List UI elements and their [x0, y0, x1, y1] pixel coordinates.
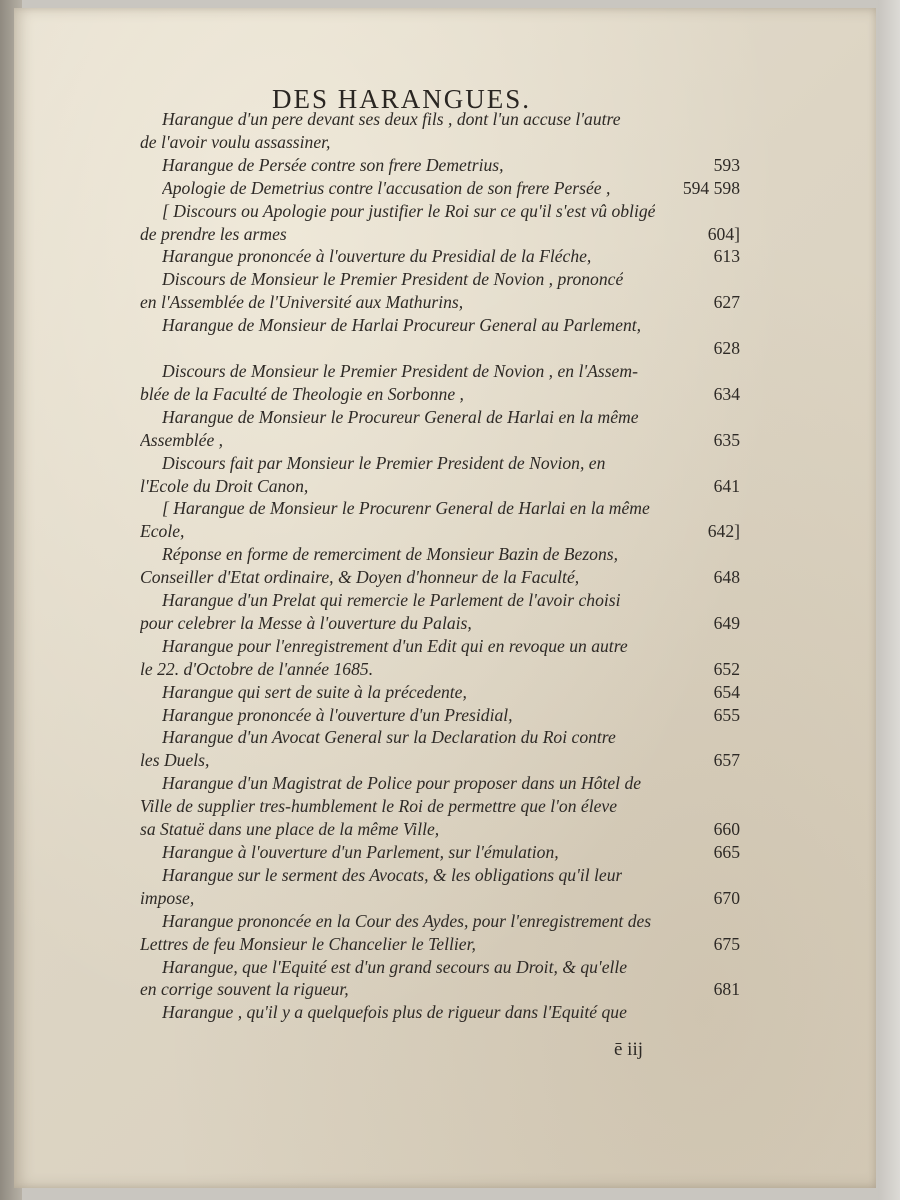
toc-entry-line: [140, 566, 740, 589]
toc-entry-line: [140, 108, 740, 131]
toc-entry-line: [140, 658, 740, 681]
toc-entry: [140, 108, 740, 154]
entry-title: Harangue de Monsieur de Harlai Procureur General au Parlement,: [162, 315, 642, 336]
entry-title: de prendre les armes: [140, 223, 287, 244]
entry-title: Harangue prononcée à l'ouverture du Presidial de la Fléche,: [162, 246, 592, 267]
entry-title: Conseiller d'Etat ordinaire, & Doyen d'honneur de la Faculté,: [140, 567, 580, 588]
entry-title: l'Ecole du Droit Canon,: [140, 475, 309, 496]
toc-entry: [140, 681, 740, 704]
toc-entry: [140, 589, 740, 635]
book-page: [14, 8, 876, 1188]
toc-entry-line: [140, 635, 740, 658]
toc-entry-line: [140, 131, 740, 154]
toc-entry: [140, 497, 740, 543]
toc-entry-line: [140, 589, 740, 612]
entry-title: Harangue, que l'Equité est d'un grand secours au Droit, & qu'elle: [162, 956, 628, 977]
entry-title: Harangue d'un pere devant ses deux fils , dont l'un accuse l'autre: [162, 109, 621, 129]
entry-title: Discours fait par Monsieur le Premier President de Novion, en: [162, 452, 606, 473]
toc-entry: [140, 360, 740, 406]
page-number: 649: [713, 612, 740, 633]
toc-entry-line: [140, 772, 740, 795]
toc-entry-line: [140, 154, 740, 177]
toc-entry-line: [140, 429, 740, 452]
toc-entry-line: [140, 475, 740, 498]
page-number: 665: [713, 842, 740, 862]
entry-title: Lettres de feu Monsieur le Chancelier le Tellier,: [140, 933, 476, 954]
entry-title: Apologie de Demetrius contre l'accusation de son frere Persée ,: [162, 177, 611, 198]
toc-entry-line: [140, 1001, 740, 1024]
entry-title: pour celebrer la Messe à l'ouverture du Palais,: [140, 612, 472, 633]
entry-title: Discours de Monsieur le Premier President de Novion , en l'Assem-: [162, 360, 638, 381]
toc-entry-line: [140, 383, 740, 406]
toc-entry-line: [140, 452, 740, 475]
page-number: 648: [713, 567, 740, 588]
entry-title: Harangue sur le serment des Avocats, & les obligations qu'il leur: [162, 864, 623, 885]
entry-title: Harangue , qu'il y a quelquefois plus de rigueur dans l'Equité que: [162, 1002, 627, 1023]
page-number: 670: [713, 887, 740, 908]
page-number: 654: [713, 681, 740, 702]
page-number: 641: [713, 475, 740, 496]
toc-entry-line: [140, 749, 740, 772]
toc-entry-line: [140, 681, 740, 704]
entry-title: Harangue d'un Prelat qui remercie le Parlement de l'avoir choisi: [162, 590, 621, 611]
toc-entry-line: [140, 291, 740, 314]
toc-entry: [140, 726, 740, 772]
toc-entry-line: [140, 314, 740, 337]
toc-entry-line: [140, 704, 740, 727]
toc-entry: [140, 154, 740, 177]
toc-entry: [140, 772, 740, 841]
page-number: 593: [713, 154, 740, 175]
entry-title: les Duels,: [140, 750, 210, 771]
toc-entry-line: [140, 268, 740, 291]
page-number: 594 598: [682, 177, 740, 198]
toc-entry-line: [140, 910, 740, 933]
entry-title: Discours de Monsieur le Premier President de Novion , prononcé: [162, 269, 624, 290]
entry-title: Harangue prononcée à l'ouverture d'un Presidial,: [162, 704, 513, 725]
toc-entry: [140, 704, 740, 727]
toc-entry-line: [140, 520, 740, 543]
page-number: 675: [713, 933, 740, 954]
toc-entry-line: [140, 978, 740, 1001]
toc-entry: [140, 956, 740, 1002]
page-number: 604]: [707, 223, 740, 244]
toc-entry-line: [140, 933, 740, 956]
entry-title: Harangue d'un Magistrat de Police pour proposer dans un Hôtel de: [162, 773, 642, 794]
page-number: 681: [713, 979, 740, 1000]
toc-entry: [140, 864, 740, 910]
toc-entry-line: [140, 360, 740, 383]
entry-title: Ecole,: [140, 521, 185, 542]
entry-title: sa Statuë dans une place de la même Ville,: [140, 819, 440, 840]
entry-title: Harangue de Monsieur le Procureur General de Harlai en la même: [162, 406, 639, 427]
book-edge-right: [878, 0, 900, 1200]
entry-title: Harangue à l'ouverture d'un Parlement, sur l'émulation,: [162, 842, 559, 862]
entry-title: impose,: [140, 887, 195, 908]
entry-title: Harangue prononcée en la Cour des Aydes, pour l'enregistrement des: [162, 910, 652, 931]
toc-entry: [140, 635, 740, 681]
page-number: 642]: [707, 521, 740, 542]
toc-entry: [140, 910, 740, 956]
page-number: 628: [713, 338, 740, 359]
page-number: 613: [713, 246, 740, 267]
toc-entry-line: [140, 200, 740, 223]
toc-entry-line: [140, 612, 740, 635]
entry-title: Réponse en forme de remerciment de Monsieur Bazin de Bezons,: [162, 544, 619, 565]
toc-entry-line: [140, 795, 740, 818]
entry-title: en l'Assemblée de l'Université aux Mathurins,: [140, 292, 464, 313]
toc-entry-line: [140, 223, 740, 246]
entry-title: Harangue pour l'enregistrement d'un Edit qui en revoque un autre: [162, 635, 628, 656]
toc-entry: [140, 245, 740, 268]
page-number: 657: [713, 750, 740, 771]
entry-title: [ Discours ou Apologie pour justifier le Roi sur ce qu'il s'est vû obligé: [162, 200, 656, 221]
toc-entry: [140, 200, 740, 246]
toc-entry: [140, 841, 740, 864]
toc-entry-line: [140, 726, 740, 749]
toc-entry-line: [140, 337, 740, 360]
toc-entry-line: [140, 841, 740, 864]
toc-entry: [140, 177, 740, 200]
entry-title: Ville de supplier tres-humblement le Roi de permettre que l'on éleve: [140, 796, 618, 817]
entry-title: le 22. d'Octobre de l'année 1685.: [140, 658, 374, 679]
entry-title: en corrige souvent la rigueur,: [140, 979, 349, 1000]
entry-title: Harangue qui sert de suite à la précedente,: [162, 681, 467, 702]
toc-entry-line: [140, 818, 740, 841]
page-number: 655: [713, 704, 740, 725]
page-number: 660: [713, 819, 740, 840]
entry-title: blée de la Faculté de Theologie en Sorbonne ,: [140, 383, 464, 404]
page-number: 634: [713, 383, 740, 404]
toc-entry: [140, 314, 740, 360]
table-of-contents: [140, 108, 740, 1024]
toc-entry: [140, 452, 740, 498]
toc-entry-line: [140, 406, 740, 429]
entry-title: de l'avoir voulu assassiner,: [140, 131, 331, 152]
entry-title: Assemblée ,: [140, 429, 224, 450]
entry-title: Harangue d'un Avocat General sur la Declaration du Roi contre: [162, 727, 616, 748]
toc-entry-line: [140, 497, 740, 520]
page-number: 652: [713, 658, 740, 679]
toc-entry-line: [140, 177, 740, 200]
toc-entry: [140, 543, 740, 589]
toc-entry-line: [140, 543, 740, 566]
entry-title: [ Harangue de Monsieur le Procurenr General de Harlai en la même: [162, 498, 650, 519]
toc-entry: [140, 268, 740, 314]
signature-mark: ē iij: [614, 1039, 644, 1060]
page-number: 635: [713, 429, 740, 450]
toc-entry-line: [140, 887, 740, 910]
toc-entry: [140, 406, 740, 452]
entry-title: Harangue de Persée contre son frere Demetrius,: [162, 154, 504, 175]
page-header: DES HARANGUES.: [272, 84, 532, 114]
toc-entry-line: [140, 956, 740, 979]
toc-entry-line: [140, 245, 740, 268]
toc-entry-line: [140, 864, 740, 887]
page-number: 627: [713, 292, 740, 313]
toc-entry: [140, 1001, 740, 1024]
